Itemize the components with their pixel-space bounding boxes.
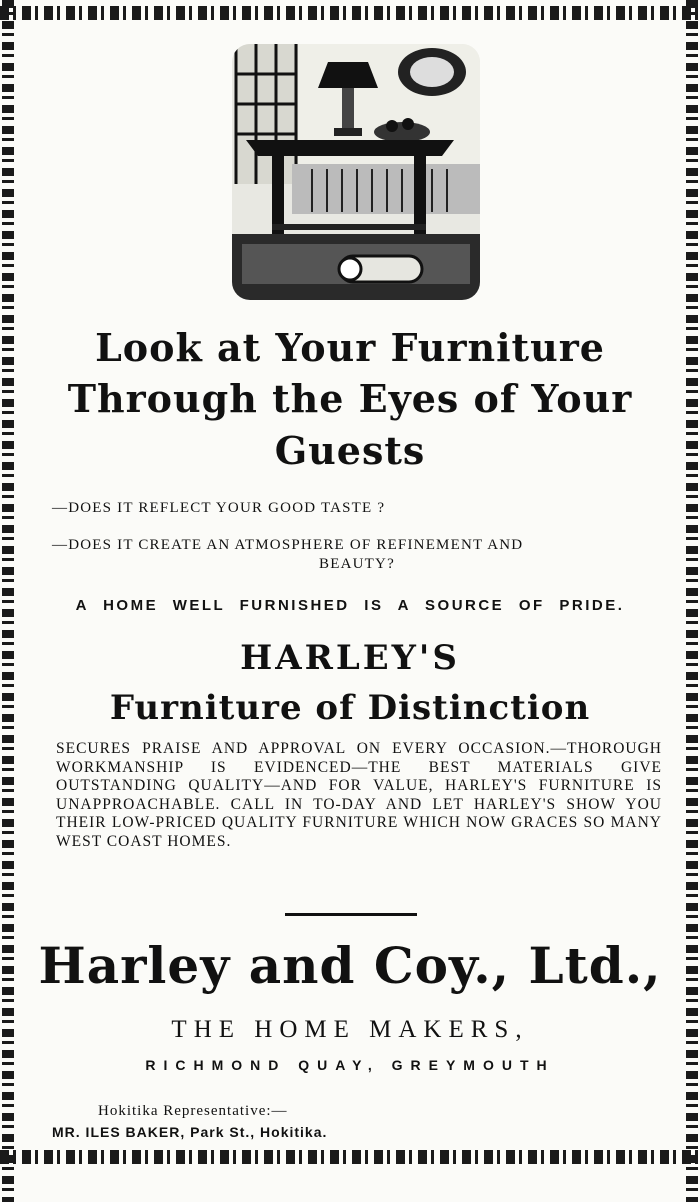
decorative-border-right (686, 0, 698, 1202)
brand-subtitle: Furniture of Distinction (109, 688, 591, 728)
company-name: Harley and Coy., Ltd., (38, 936, 662, 995)
company-address: RICHMOND QUAY, GREYMOUTH (145, 1057, 555, 1073)
body-copy: SECURES PRAISE AND APPROVAL ON EVERY OCCASION.—THOROUGH WORKMANSHIP IS EVIDENCED—THE BEST MATERIALS GIVE OUTSTANDING QUALITY—AND FOR VALUE, HARLEY'S FURNITURE IS UNAPPROACHABLE. CALL IN TO-DAY AND LET HARLEY'S SHOW YOU THEIR LOW-PRICED QUALITY FURNITURE WHICH NOW GRACES SO MANY WEST COAST HOMES. (56, 740, 662, 850)
representative-label: Hokitika Representative:— (98, 1103, 288, 1119)
pride-statement: A HOME WELL FURNISHED IS A SOURCE OF PRIDE. (75, 597, 625, 614)
decorative-border-bottom (0, 1150, 700, 1164)
representative-name: MR. ILES BAKER, Park St., Hokitika. (52, 1124, 328, 1140)
question-atmosphere (52, 536, 662, 574)
question-atmosphere-line2: BEAUTY? (319, 556, 395, 572)
question-atmosphere-line1: —DOES IT CREATE AN ATMOSPHERE OF REFINEMENT AND (52, 537, 524, 553)
headline-line-1: Look at Your Furniture (95, 325, 605, 370)
headline-line-3: Guests (274, 428, 426, 473)
company-tagline: THE HOME MAKERS, (171, 1016, 529, 1043)
brand-name: HARLEY'S (240, 638, 460, 678)
headline-line-2: Through the Eyes of Your (67, 376, 633, 421)
decorative-border-top (0, 6, 700, 20)
question-good-taste: —DOES IT REFLECT YOUR GOOD TASTE ? (52, 500, 386, 516)
furniture-illustration (232, 44, 480, 300)
decorative-border-left (2, 0, 14, 1202)
divider-rule (285, 913, 417, 916)
